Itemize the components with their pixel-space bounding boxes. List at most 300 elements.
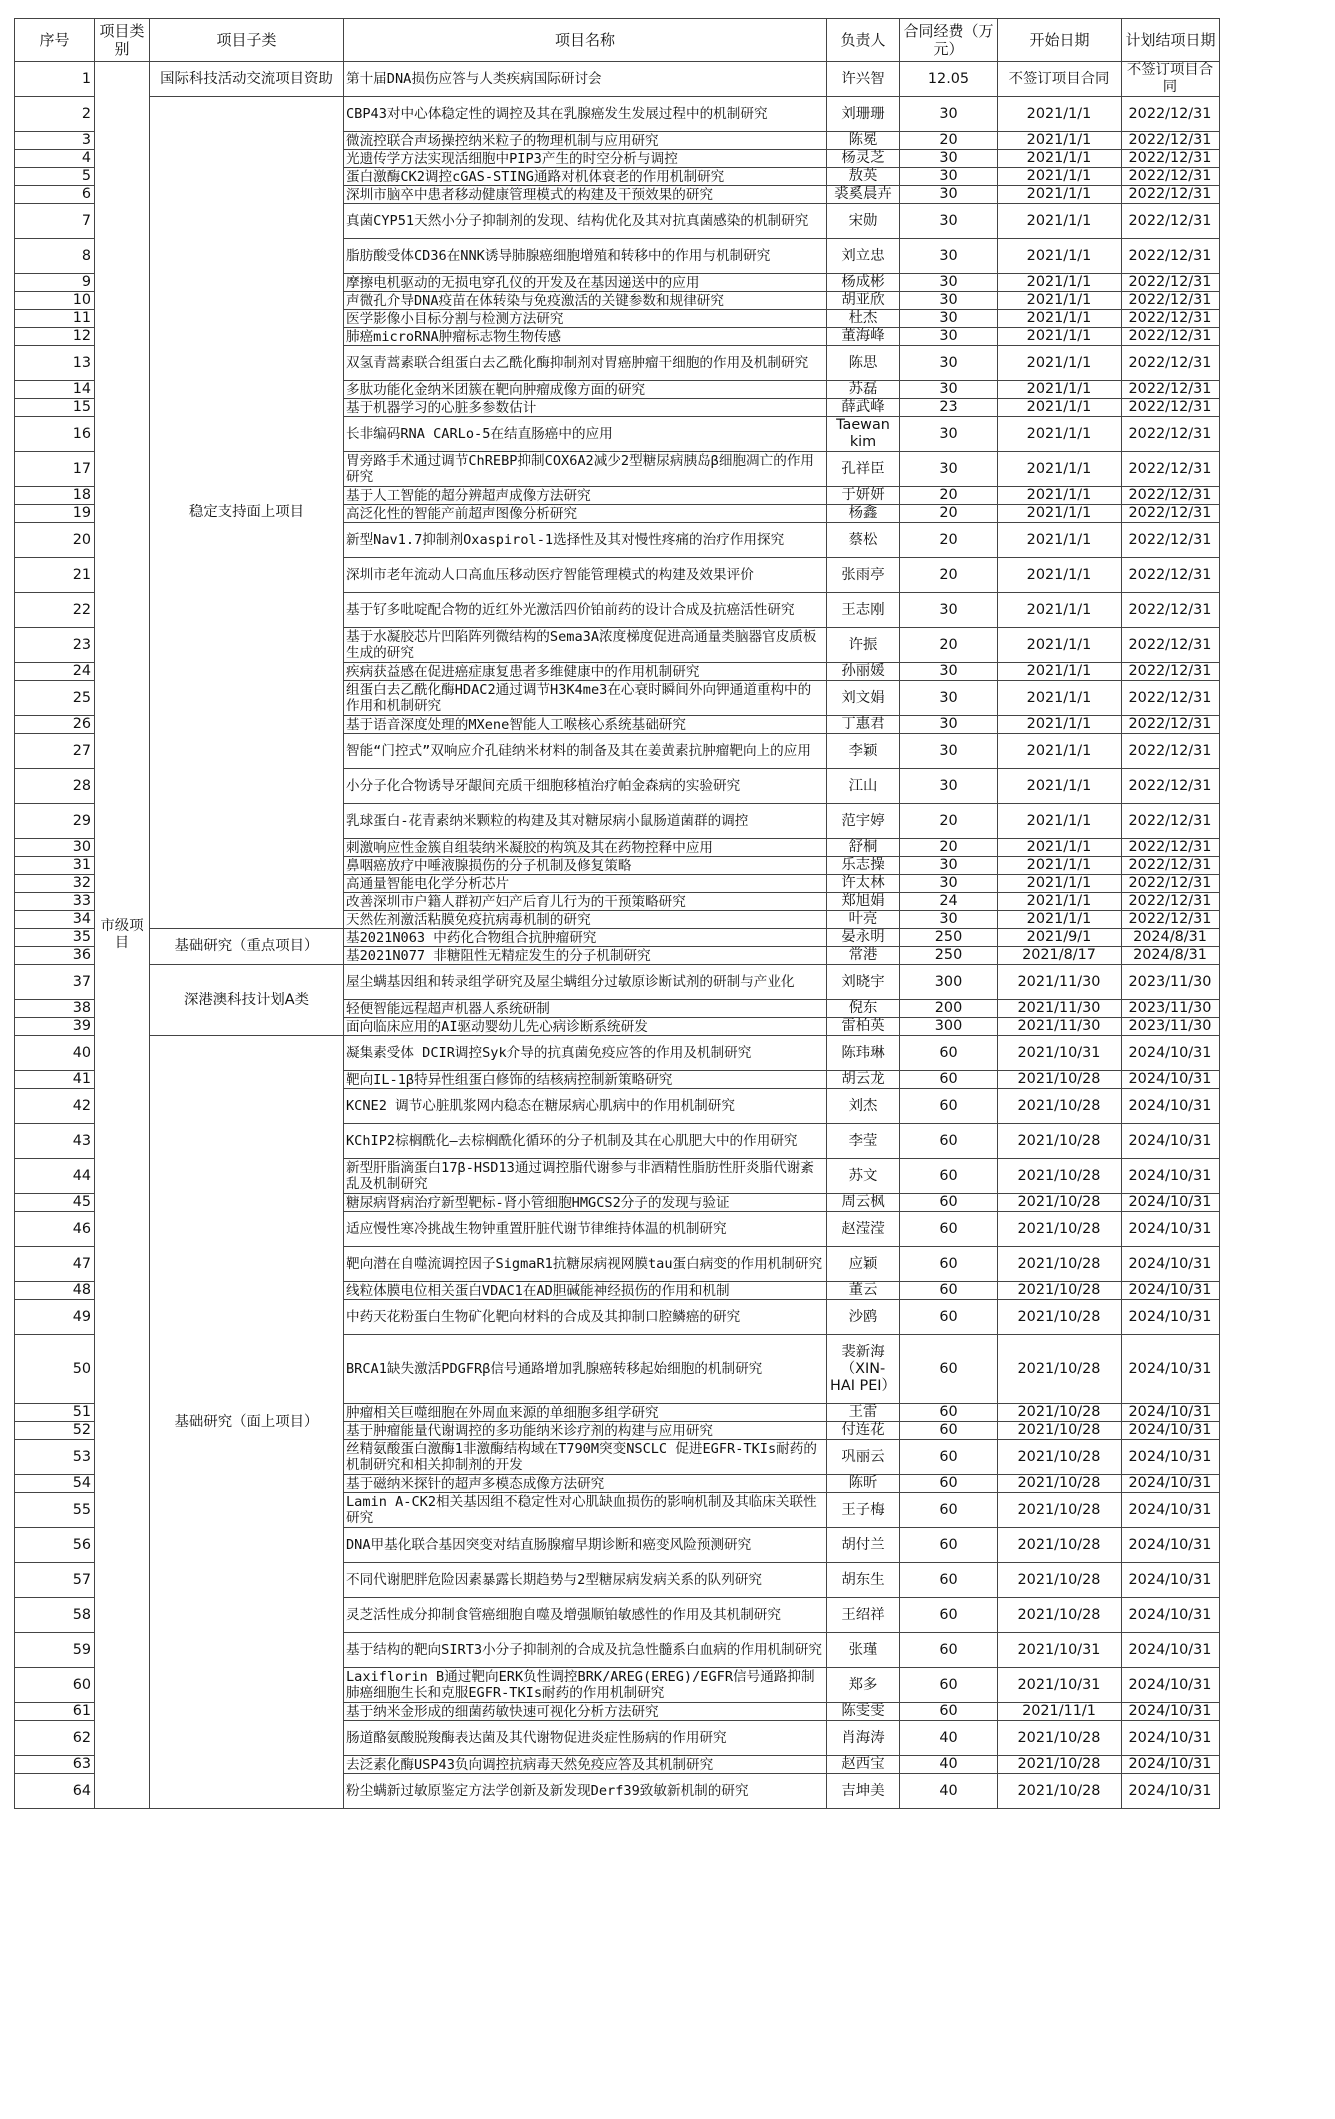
project-leader: 杨成彬 <box>827 274 900 292</box>
planned-end-date: 2024/10/31 <box>1122 1493 1220 1528</box>
row-number: 64 <box>15 1774 95 1809</box>
planned-end-date: 2022/12/31 <box>1122 804 1220 839</box>
contract-funding: 60 <box>900 1159 998 1194</box>
row-number: 27 <box>15 734 95 769</box>
project-name: 乳球蛋白-花青素纳米颗粒的构建及其对糖尿病小鼠肠道菌群的调控 <box>344 804 827 839</box>
planned-end-date: 2022/12/31 <box>1122 716 1220 734</box>
project-leader: 王志刚 <box>827 593 900 628</box>
table-body <box>15 62 1220 1809</box>
row-number: 51 <box>15 1404 95 1422</box>
planned-end-date: 2022/12/31 <box>1122 239 1220 274</box>
row-number: 22 <box>15 593 95 628</box>
planned-end-date: 2022/12/31 <box>1122 452 1220 487</box>
project-leader: 陈昕 <box>827 1475 900 1493</box>
planned-end-date: 2024/10/31 <box>1122 1247 1220 1282</box>
project-name: 第十届DNA损伤应答与人类疾病国际研讨会 <box>344 62 827 97</box>
project-leader: 王雷 <box>827 1404 900 1422</box>
project-name: 基于磁纳米探针的超声多模态成像方法研究 <box>344 1475 827 1493</box>
row-number: 19 <box>15 505 95 523</box>
table-row <box>15 62 1220 97</box>
contract-funding: 60 <box>900 1036 998 1071</box>
start-date: 2021/1/1 <box>998 558 1122 593</box>
row-number: 47 <box>15 1247 95 1282</box>
start-date: 2021/10/28 <box>998 1124 1122 1159</box>
planned-end-date: 2024/10/31 <box>1122 1563 1220 1598</box>
start-date: 2021/11/30 <box>998 1018 1122 1036</box>
row-number: 34 <box>15 911 95 929</box>
start-date: 2021/10/28 <box>998 1598 1122 1633</box>
row-number: 6 <box>15 186 95 204</box>
row-number: 40 <box>15 1036 95 1071</box>
row-number: 4 <box>15 150 95 168</box>
planned-end-date: 不签订项目合同 <box>1122 62 1220 97</box>
project-name: 基于纳米金形成的细菌药敏快速可视化分析方法研究 <box>344 1703 827 1721</box>
project-name: 基2021N063 中药化合物组合抗肿瘤研究 <box>344 929 827 947</box>
project-leader: 范宇婷 <box>827 804 900 839</box>
project-leader: 杨鑫 <box>827 505 900 523</box>
planned-end-date: 2023/11/30 <box>1122 1018 1220 1036</box>
project-leader: 胡付兰 <box>827 1528 900 1563</box>
start-date: 2021/11/1 <box>998 1703 1122 1721</box>
contract-funding: 60 <box>900 1528 998 1563</box>
contract-funding: 30 <box>900 346 998 381</box>
planned-end-date: 2024/10/31 <box>1122 1668 1220 1703</box>
start-date: 2021/1/1 <box>998 505 1122 523</box>
contract-funding: 30 <box>900 239 998 274</box>
contract-funding: 250 <box>900 929 998 947</box>
start-date: 2021/1/1 <box>998 168 1122 186</box>
project-subcategory: 基础研究（面上项目） <box>150 1036 344 1809</box>
contract-funding: 60 <box>900 1598 998 1633</box>
contract-funding: 20 <box>900 839 998 857</box>
planned-end-date: 2024/10/31 <box>1122 1475 1220 1493</box>
row-number: 13 <box>15 346 95 381</box>
row-number: 2 <box>15 97 95 132</box>
start-date: 2021/10/28 <box>998 1422 1122 1440</box>
planned-end-date: 2022/12/31 <box>1122 417 1220 452</box>
contract-funding: 60 <box>900 1212 998 1247</box>
project-name: 灵芝活性成分抑制食管癌细胞自噬及增强顺铂敏感性的作用及其机制研究 <box>344 1598 827 1633</box>
planned-end-date: 2024/10/31 <box>1122 1633 1220 1668</box>
start-date: 2021/1/1 <box>998 487 1122 505</box>
project-name: 基于结构的靶向SIRT3小分子抑制剂的合成及抗急性髓系白血病的作用机制研究 <box>344 1633 827 1668</box>
project-leader: 薛武峰 <box>827 399 900 417</box>
start-date: 不签订项目合同 <box>998 62 1122 97</box>
row-number: 15 <box>15 399 95 417</box>
row-number: 37 <box>15 965 95 1000</box>
contract-funding: 60 <box>900 1124 998 1159</box>
project-name: CBP43对中心体稳定性的调控及其在乳腺癌发生发展过程中的机制研究 <box>344 97 827 132</box>
project-leader: 于妍妍 <box>827 487 900 505</box>
row-number: 39 <box>15 1018 95 1036</box>
project-leader: 陈雯雯 <box>827 1703 900 1721</box>
planned-end-date: 2022/12/31 <box>1122 399 1220 417</box>
start-date: 2021/1/1 <box>998 150 1122 168</box>
project-name: 基于机器学习的心脏多参数估计 <box>344 399 827 417</box>
row-number: 38 <box>15 1000 95 1018</box>
row-number: 42 <box>15 1089 95 1124</box>
planned-end-date: 2022/12/31 <box>1122 186 1220 204</box>
contract-funding: 40 <box>900 1721 998 1756</box>
start-date: 2021/10/28 <box>998 1475 1122 1493</box>
project-name: 组蛋白去乙酰化酶HDAC2通过调节H3K4me3在心衰时瞬间外向钾通道重构中的作用和机制研究 <box>344 681 827 716</box>
project-leader: 沙鸥 <box>827 1300 900 1335</box>
contract-funding: 60 <box>900 1089 998 1124</box>
row-number: 49 <box>15 1300 95 1335</box>
project-leader: 倪东 <box>827 1000 900 1018</box>
planned-end-date: 2024/10/31 <box>1122 1440 1220 1475</box>
contract-funding: 60 <box>900 1404 998 1422</box>
contract-funding: 40 <box>900 1756 998 1774</box>
start-date: 2021/1/1 <box>998 663 1122 681</box>
row-number: 36 <box>15 947 95 965</box>
planned-end-date: 2022/12/31 <box>1122 857 1220 875</box>
contract-funding: 30 <box>900 716 998 734</box>
project-leader: 张雨亭 <box>827 558 900 593</box>
planned-end-date: 2022/12/31 <box>1122 487 1220 505</box>
project-leader: 周云枫 <box>827 1194 900 1212</box>
project-name: KCNE2 调节心脏肌浆网内稳态在糖尿病心肌病中的作用机制研究 <box>344 1089 827 1124</box>
start-date: 2021/1/1 <box>998 593 1122 628</box>
header-start-date: 开始日期 <box>998 19 1122 62</box>
contract-funding: 30 <box>900 292 998 310</box>
row-number: 3 <box>15 132 95 150</box>
project-leader: 陈冕 <box>827 132 900 150</box>
row-number: 14 <box>15 381 95 399</box>
project-name: 新型Nav1.7抑制剂Oxaspirol-1选择性及其对慢性疼痛的治疗作用探究 <box>344 523 827 558</box>
row-number: 43 <box>15 1124 95 1159</box>
project-leader: 付连花 <box>827 1422 900 1440</box>
project-name: 蛋白激酶CK2调控cGAS-STING通路对机体衰老的作用机制研究 <box>344 168 827 186</box>
project-name: 摩擦电机驱动的无损电穿孔仪的开发及在基因递送中的应用 <box>344 274 827 292</box>
project-leader: 杜杰 <box>827 310 900 328</box>
project-name: 线粒体膜电位相关蛋白VDAC1在AD胆碱能神经损伤的作用和机制 <box>344 1282 827 1300</box>
header-category: 项目类别 <box>95 19 150 62</box>
project-leader: 巩丽云 <box>827 1440 900 1475</box>
row-number: 25 <box>15 681 95 716</box>
table-row <box>15 97 1220 132</box>
row-number: 17 <box>15 452 95 487</box>
planned-end-date: 2024/10/31 <box>1122 1703 1220 1721</box>
project-leader: 宋勋 <box>827 204 900 239</box>
start-date: 2021/10/28 <box>998 1528 1122 1563</box>
project-name: 深圳市脑卒中患者移动健康管理模式的构建及干预效果的研究 <box>344 186 827 204</box>
contract-funding: 60 <box>900 1563 998 1598</box>
contract-funding: 20 <box>900 523 998 558</box>
project-leader: 许振 <box>827 628 900 663</box>
contract-funding: 30 <box>900 381 998 399</box>
planned-end-date: 2024/10/31 <box>1122 1282 1220 1300</box>
project-leader: 肖海涛 <box>827 1721 900 1756</box>
row-number: 52 <box>15 1422 95 1440</box>
row-number: 12 <box>15 328 95 346</box>
row-number: 61 <box>15 1703 95 1721</box>
planned-end-date: 2022/12/31 <box>1122 523 1220 558</box>
row-number: 9 <box>15 274 95 292</box>
row-number: 26 <box>15 716 95 734</box>
contract-funding: 30 <box>900 310 998 328</box>
row-number: 56 <box>15 1528 95 1563</box>
planned-end-date: 2024/10/31 <box>1122 1598 1220 1633</box>
contract-funding: 300 <box>900 965 998 1000</box>
project-name: 肠道酪氨酸脱羧酶表达菌及其代谢物促进炎症性肠病的作用研究 <box>344 1721 827 1756</box>
project-name: 中药天花粉蛋白生物矿化靶向材料的合成及其抑制口腔鳞癌的研究 <box>344 1300 827 1335</box>
contract-funding: 30 <box>900 204 998 239</box>
contract-funding: 30 <box>900 97 998 132</box>
contract-funding: 60 <box>900 1422 998 1440</box>
start-date: 2021/10/28 <box>998 1159 1122 1194</box>
project-name: 光遗传学方法实现活细胞中PIP3产生的时空分析与调控 <box>344 150 827 168</box>
project-table <box>14 18 1220 1809</box>
planned-end-date: 2022/12/31 <box>1122 628 1220 663</box>
start-date: 2021/1/1 <box>998 681 1122 716</box>
project-name: 医学影像小目标分割与检测方法研究 <box>344 310 827 328</box>
project-name: 基于钌多吡啶配合物的近红外光激活四价铂前药的设计合成及抗癌活性研究 <box>344 593 827 628</box>
row-number: 18 <box>15 487 95 505</box>
table-row <box>15 1036 1220 1071</box>
contract-funding: 20 <box>900 505 998 523</box>
row-number: 58 <box>15 1598 95 1633</box>
project-leader: 刘杰 <box>827 1089 900 1124</box>
row-number: 21 <box>15 558 95 593</box>
planned-end-date: 2022/12/31 <box>1122 381 1220 399</box>
planned-end-date: 2022/12/31 <box>1122 168 1220 186</box>
row-number: 62 <box>15 1721 95 1756</box>
project-name: Laxiflorin B通过靶向ERK负性调控BRK/AREG(EREG)/EGFR信号通路抑制肺癌细胞生长和克服EGFR-TKIs耐药的作用机制研究 <box>344 1668 827 1703</box>
start-date: 2021/1/1 <box>998 292 1122 310</box>
project-leader: 赵西宝 <box>827 1756 900 1774</box>
planned-end-date: 2024/10/31 <box>1122 1528 1220 1563</box>
contract-funding: 30 <box>900 769 998 804</box>
project-leader: 丁惠君 <box>827 716 900 734</box>
project-name: 双氢青蒿素联合组蛋白去乙酰化酶抑制剂对胃癌肿瘤干细胞的作用及机制研究 <box>344 346 827 381</box>
contract-funding: 60 <box>900 1071 998 1089</box>
contract-funding: 20 <box>900 558 998 593</box>
start-date: 2021/10/28 <box>998 1282 1122 1300</box>
project-subcategory: 稳定支持面上项目 <box>150 97 344 929</box>
contract-funding: 60 <box>900 1300 998 1335</box>
project-subcategory: 基础研究（重点项目） <box>150 929 344 965</box>
project-name: 肺癌microRNA肿瘤标志物生物传感 <box>344 328 827 346</box>
project-leader: 苏文 <box>827 1159 900 1194</box>
start-date: 2021/10/28 <box>998 1721 1122 1756</box>
start-date: 2021/1/1 <box>998 857 1122 875</box>
row-number: 1 <box>15 62 95 97</box>
start-date: 2021/10/28 <box>998 1071 1122 1089</box>
project-leader: 叶亮 <box>827 911 900 929</box>
project-name: 胃旁路手术通过调节ChREBP抑制COX6A2减少2型糖尿病胰岛β细胞凋亡的作用研究 <box>344 452 827 487</box>
project-leader: 苏磊 <box>827 381 900 399</box>
start-date: 2021/1/1 <box>998 417 1122 452</box>
row-number: 10 <box>15 292 95 310</box>
start-date: 2021/1/1 <box>998 204 1122 239</box>
start-date: 2021/11/30 <box>998 965 1122 1000</box>
row-number: 53 <box>15 1440 95 1475</box>
contract-funding: 300 <box>900 1018 998 1036</box>
project-leader: 郑多 <box>827 1668 900 1703</box>
project-name: 刺激响应性金簇自组装纳米凝胶的构筑及其在药物控释中应用 <box>344 839 827 857</box>
header-no: 序号 <box>15 19 95 62</box>
contract-funding: 30 <box>900 734 998 769</box>
planned-end-date: 2024/10/31 <box>1122 1036 1220 1071</box>
project-name: 长非编码RNA CARLo-5在结直肠癌中的应用 <box>344 417 827 452</box>
project-leader: 郑旭娟 <box>827 893 900 911</box>
contract-funding: 60 <box>900 1703 998 1721</box>
project-name: 新型肝脂滴蛋白17β-HSD13通过调控脂代谢参与非酒精性脂肪性肝炎脂代谢紊乱及机制研究 <box>344 1159 827 1194</box>
project-leader: 裴新海（XIN-HAI PEI） <box>827 1335 900 1404</box>
project-name: 丝精氨酸蛋白激酶1非激酶结构域在T790M突变NSCLC 促进EGFR-TKIs耐药的机制研究和相关抑制剂的开发 <box>344 1440 827 1475</box>
planned-end-date: 2024/10/31 <box>1122 1721 1220 1756</box>
planned-end-date: 2022/12/31 <box>1122 310 1220 328</box>
row-number: 20 <box>15 523 95 558</box>
contract-funding: 30 <box>900 875 998 893</box>
row-number: 11 <box>15 310 95 328</box>
start-date: 2021/1/1 <box>998 716 1122 734</box>
start-date: 2021/1/1 <box>998 274 1122 292</box>
start-date: 2021/11/30 <box>998 1000 1122 1018</box>
contract-funding: 30 <box>900 150 998 168</box>
contract-funding: 30 <box>900 452 998 487</box>
planned-end-date: 2023/11/30 <box>1122 965 1220 1000</box>
contract-funding: 20 <box>900 628 998 663</box>
start-date: 2021/10/28 <box>998 1212 1122 1247</box>
contract-funding: 20 <box>900 132 998 150</box>
row-number: 57 <box>15 1563 95 1598</box>
header-funding: 合同经费（万元） <box>900 19 998 62</box>
contract-funding: 24 <box>900 893 998 911</box>
project-leader: 舒桐 <box>827 839 900 857</box>
table-row <box>15 929 1220 947</box>
contract-funding: 60 <box>900 1194 998 1212</box>
contract-funding: 23 <box>900 399 998 417</box>
project-name: 小分子化合物诱导牙龈间充质干细胞移植治疗帕金森病的实验研究 <box>344 769 827 804</box>
row-number: 63 <box>15 1756 95 1774</box>
project-name: 适应慢性寒冷挑战生物钟重置肝脏代谢节律维持体温的机制研究 <box>344 1212 827 1247</box>
start-date: 2021/1/1 <box>998 132 1122 150</box>
project-name: 面向临床应用的AI驱动婴幼儿先心病诊断系统研发 <box>344 1018 827 1036</box>
row-number: 32 <box>15 875 95 893</box>
project-name: 基于水凝胶芯片凹陷阵列微结构的Sema3A浓度梯度促进高通量类脑器官皮质板生成的研究 <box>344 628 827 663</box>
planned-end-date: 2024/10/31 <box>1122 1124 1220 1159</box>
project-category: 市级项目 <box>95 62 150 1809</box>
project-leader: 胡亚欣 <box>827 292 900 310</box>
planned-end-date: 2022/12/31 <box>1122 505 1220 523</box>
contract-funding: 60 <box>900 1493 998 1528</box>
start-date: 2021/10/31 <box>998 1668 1122 1703</box>
row-number: 29 <box>15 804 95 839</box>
project-name: 天然佐剂激活粘膜免疫抗病毒机制的研究 <box>344 911 827 929</box>
project-leader: 孔祥臣 <box>827 452 900 487</box>
project-leader: 蔡松 <box>827 523 900 558</box>
project-leader: 雷柏英 <box>827 1018 900 1036</box>
project-leader: 常港 <box>827 947 900 965</box>
planned-end-date: 2024/10/31 <box>1122 1194 1220 1212</box>
project-leader: 乐志操 <box>827 857 900 875</box>
planned-end-date: 2024/8/31 <box>1122 947 1220 965</box>
planned-end-date: 2022/12/31 <box>1122 97 1220 132</box>
contract-funding: 250 <box>900 947 998 965</box>
start-date: 2021/1/1 <box>998 310 1122 328</box>
planned-end-date: 2022/12/31 <box>1122 558 1220 593</box>
project-leader: 江山 <box>827 769 900 804</box>
planned-end-date: 2022/12/31 <box>1122 911 1220 929</box>
row-number: 44 <box>15 1159 95 1194</box>
project-name: 基于语音深度处理的MXene智能人工喉核心系统基础研究 <box>344 716 827 734</box>
row-number: 33 <box>15 893 95 911</box>
planned-end-date: 2022/12/31 <box>1122 839 1220 857</box>
project-name: 智能“门控式”双响应介孔硅纳米材料的制备及其在姜黄素抗肿瘤靶向上的应用 <box>344 734 827 769</box>
row-number: 45 <box>15 1194 95 1212</box>
row-number: 46 <box>15 1212 95 1247</box>
planned-end-date: 2022/12/31 <box>1122 346 1220 381</box>
start-date: 2021/10/28 <box>998 1300 1122 1335</box>
contract-funding: 12.05 <box>900 62 998 97</box>
project-name: 真菌CYP51天然小分子抑制剂的发现、结构优化及其对抗真菌感染的机制研究 <box>344 204 827 239</box>
project-name: 高通量智能电化学分析芯片 <box>344 875 827 893</box>
row-number: 59 <box>15 1633 95 1668</box>
start-date: 2021/10/28 <box>998 1247 1122 1282</box>
planned-end-date: 2022/12/31 <box>1122 734 1220 769</box>
project-name: 轻便智能远程超声机器人系统研制 <box>344 1000 827 1018</box>
project-name: 鼻咽癌放疗中唾液腺损伤的分子机制及修复策略 <box>344 857 827 875</box>
start-date: 2021/1/1 <box>998 875 1122 893</box>
project-name: Lamin A-CK2相关基因组不稳定性对心肌缺血损伤的影响机制及其临床关联性研究 <box>344 1493 827 1528</box>
start-date: 2021/1/1 <box>998 628 1122 663</box>
contract-funding: 60 <box>900 1668 998 1703</box>
start-date: 2021/10/28 <box>998 1774 1122 1809</box>
project-leader: 许太林 <box>827 875 900 893</box>
contract-funding: 60 <box>900 1633 998 1668</box>
planned-end-date: 2024/10/31 <box>1122 1774 1220 1809</box>
start-date: 2021/9/1 <box>998 929 1122 947</box>
project-leader: 敖英 <box>827 168 900 186</box>
project-leader: Taewan kim <box>827 417 900 452</box>
project-name: 多肽功能化金纳米团簇在靶向肿瘤成像方面的研究 <box>344 381 827 399</box>
start-date: 2021/1/1 <box>998 346 1122 381</box>
start-date: 2021/1/1 <box>998 804 1122 839</box>
planned-end-date: 2022/12/31 <box>1122 292 1220 310</box>
contract-funding: 30 <box>900 417 998 452</box>
project-name: 靶向IL-1β特异性组蛋白修饰的结核病控制新策略研究 <box>344 1071 827 1089</box>
project-name: KChIP2棕榈酰化—去棕榈酰化循环的分子机制及其在心肌肥大中的作用研究 <box>344 1124 827 1159</box>
planned-end-date: 2024/10/31 <box>1122 1756 1220 1774</box>
project-subcategory: 深港澳科技计划A类 <box>150 965 344 1036</box>
planned-end-date: 2024/8/31 <box>1122 929 1220 947</box>
contract-funding: 30 <box>900 328 998 346</box>
planned-end-date: 2022/12/31 <box>1122 274 1220 292</box>
project-leader: 李莹 <box>827 1124 900 1159</box>
project-leader: 杨灵芝 <box>827 150 900 168</box>
row-number: 31 <box>15 857 95 875</box>
contract-funding: 60 <box>900 1247 998 1282</box>
row-number: 24 <box>15 663 95 681</box>
planned-end-date: 2024/10/31 <box>1122 1404 1220 1422</box>
project-name: 深圳市老年流动人口高血压移动医疗智能管理模式的构建及效果评价 <box>344 558 827 593</box>
contract-funding: 30 <box>900 274 998 292</box>
planned-end-date: 2022/12/31 <box>1122 769 1220 804</box>
start-date: 2021/1/1 <box>998 734 1122 769</box>
start-date: 2021/10/28 <box>998 1335 1122 1404</box>
planned-end-date: 2024/10/31 <box>1122 1335 1220 1404</box>
project-name: 微流控联合声场操控纳米粒子的物理机制与应用研究 <box>344 132 827 150</box>
start-date: 2021/1/1 <box>998 911 1122 929</box>
start-date: 2021/1/1 <box>998 97 1122 132</box>
start-date: 2021/1/1 <box>998 452 1122 487</box>
start-date: 2021/1/1 <box>998 769 1122 804</box>
planned-end-date: 2022/12/31 <box>1122 875 1220 893</box>
planned-end-date: 2022/12/31 <box>1122 204 1220 239</box>
planned-end-date: 2024/10/31 <box>1122 1422 1220 1440</box>
